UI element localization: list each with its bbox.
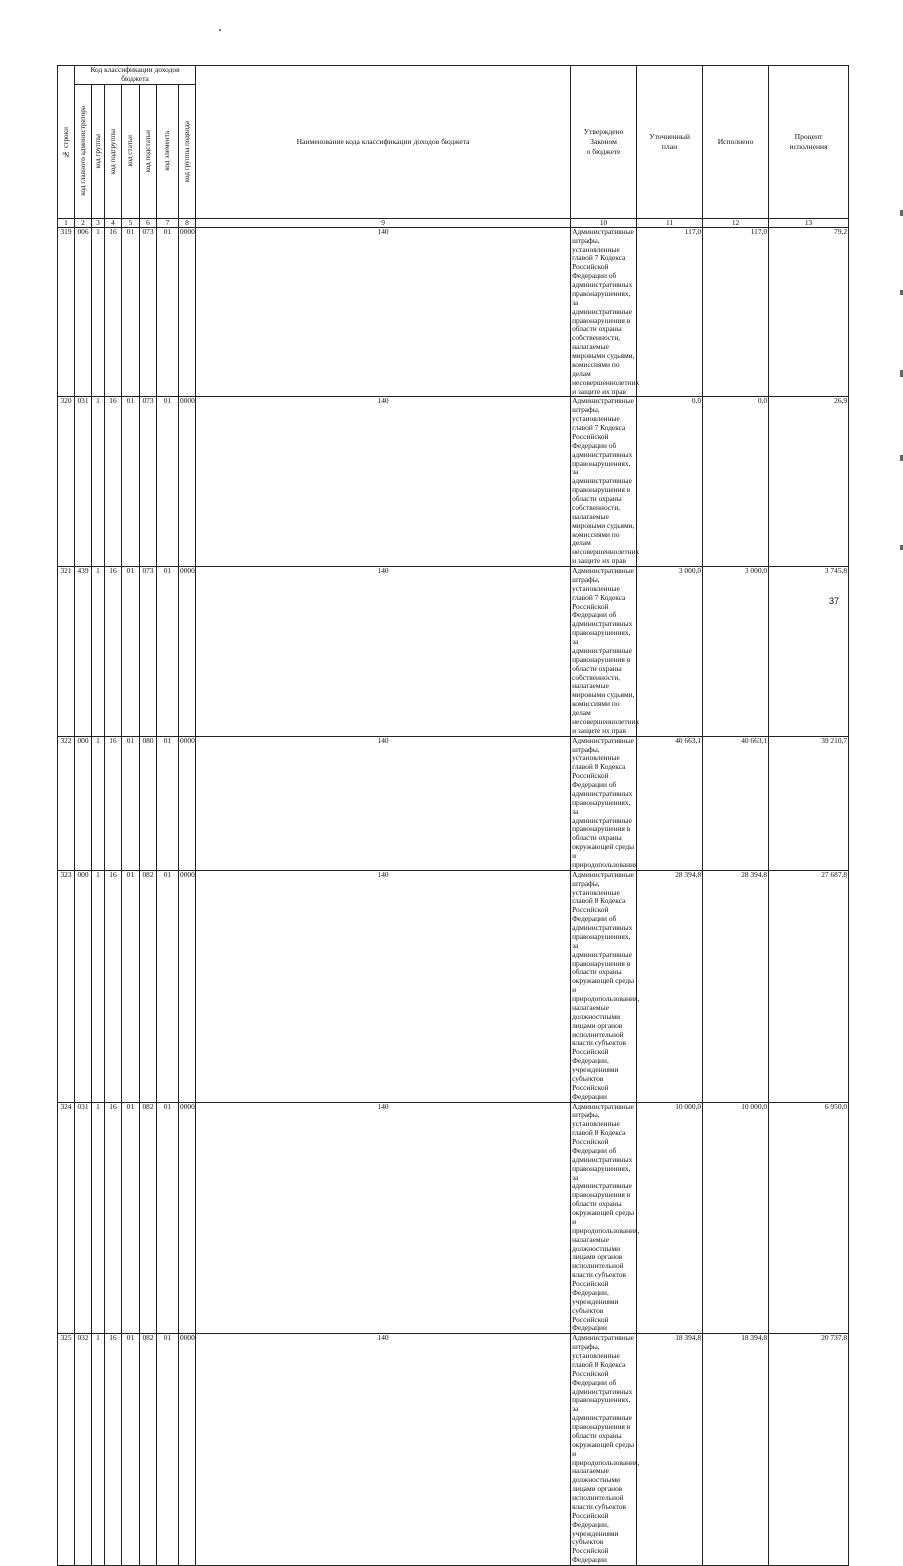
name-cell: Административные штрафы, установленные главой 8 Кодекса Российской Федерации об административных правонарушениях, за административные правонарушения в области охраны окружающей среды и природопользования, налагаемые должностными лицами органов исполнительной власти субъектов Российской Федерации, учреждениями субъектов Российской Федерации xyxy=(572,869,640,1101)
header-executed: Исполнено xyxy=(703,66,769,219)
element-code-cell: 01 xyxy=(157,567,179,737)
subarticle-code-cell: 073 xyxy=(140,397,157,567)
table-row xyxy=(58,736,849,870)
column-number: 12 xyxy=(703,218,769,227)
column-number: 9 xyxy=(196,218,571,227)
column-number: 1 xyxy=(58,218,75,227)
group-code-cell: 1 xyxy=(92,1334,105,1566)
budget-revenue-table xyxy=(57,65,849,1566)
admin-code-cell: 031 xyxy=(75,397,92,567)
approved-cell: 3 000,0 xyxy=(637,567,703,737)
admin-code-cell: 000 xyxy=(75,870,92,1102)
column-number: 4 xyxy=(105,218,122,227)
analytic-group-code-cell: 140 xyxy=(196,1334,571,1566)
executed-cell: 6 950,0 xyxy=(769,1102,849,1334)
column-number: 3 xyxy=(92,218,105,227)
header-classification-group: Код классификации доходов бюджета xyxy=(75,66,196,85)
subarticle-code-cell: 082 xyxy=(140,1334,157,1566)
refined-cell: 10 000,0 xyxy=(703,1102,769,1334)
executed-cell: 20 737,8 xyxy=(769,1334,849,1566)
header-article-code: код статьи xyxy=(122,84,140,218)
subgroup-code-cell: 16 xyxy=(105,397,122,567)
approved-cell: 10 000,0 xyxy=(637,1102,703,1334)
article-code-cell: 01 xyxy=(122,870,140,1102)
subarticle-code-cell: 082 xyxy=(140,870,157,1102)
header-approved: Утверждено Законом о бюджете xyxy=(571,66,637,219)
element-code-cell: 01 xyxy=(157,397,179,567)
subtype-group-code-cell: 0000 xyxy=(179,397,196,567)
column-number: 10 xyxy=(571,218,637,227)
subarticle-code-cell: 080 xyxy=(140,736,157,870)
row-number-cell: 320 xyxy=(58,397,75,567)
name-cell: Административные штрафы, установленные главой 7 Кодекса Российской Федерации об административных правонарушениях, за административные правонарушения в области охраны собственности, налагаемые мировыми судьями, комиссиями по делам несовершеннолетних и защите их прав xyxy=(572,396,640,566)
article-code-cell: 01 xyxy=(122,1334,140,1566)
element-code-cell: 01 xyxy=(157,1102,179,1334)
admin-code-cell: 031 xyxy=(75,1102,92,1334)
subgroup-code-cell: 16 xyxy=(105,1334,122,1566)
subarticle-code-cell: 073 xyxy=(140,227,157,397)
scan-speck xyxy=(219,29,221,31)
row-number-cell: 322 xyxy=(58,736,75,870)
table-row xyxy=(58,397,849,567)
group-code-cell: 1 xyxy=(92,227,105,397)
element-code-cell: 01 xyxy=(157,870,179,1102)
name-cell: Административные штрафы, установленные главой 7 Кодекса Российской Федерации об административных правонарушениях, за административные правонарушения в области охраны собственности, налагаемые мировыми судьями, комиссиями по делам несовершеннолетних и защите их прав xyxy=(572,566,640,735)
admin-code-cell: 000 xyxy=(75,736,92,870)
article-code-cell: 01 xyxy=(122,1102,140,1334)
executed-cell: 3 745,8 xyxy=(769,567,849,737)
approved-cell: 28 394,8 xyxy=(637,870,703,1102)
subtype-group-code-cell: 0000 xyxy=(179,567,196,737)
refined-cell: 18 394,8 xyxy=(703,1334,769,1566)
analytic-group-code-cell: 140 xyxy=(196,736,571,870)
subtype-group-code-cell: 0000 xyxy=(179,736,196,870)
column-number: 11 xyxy=(637,218,703,227)
analytic-group-code-cell: 140 xyxy=(196,1102,571,1334)
subtype-group-code-cell: 0000 xyxy=(179,227,196,397)
row-number-cell: 319 xyxy=(58,227,75,397)
group-code-cell: 1 xyxy=(92,397,105,567)
row-number-cell: 325 xyxy=(58,1334,75,1566)
column-number: 7 xyxy=(157,218,179,227)
analytic-group-code-cell: 140 xyxy=(196,567,571,737)
page-number: 37 xyxy=(829,596,840,606)
column-number: 2 xyxy=(75,218,92,227)
approved-cell: 18 394,8 xyxy=(637,1334,703,1566)
row-number-cell: 321 xyxy=(58,567,75,737)
refined-cell: 0,0 xyxy=(703,397,769,567)
row-number-cell: 323 xyxy=(58,870,75,1102)
element-code-cell: 01 xyxy=(157,227,179,397)
header-refined: Уточненный план xyxy=(637,66,703,219)
header-element-code: код элемента xyxy=(157,84,179,218)
header-group-code: код группы xyxy=(92,84,105,218)
subarticle-code-cell: 073 xyxy=(140,567,157,737)
analytic-group-code-cell: 140 xyxy=(196,227,571,397)
executed-cell: 79,2 xyxy=(769,227,849,397)
name-cell: Административные штрафы, установленные главой 8 Кодекса Российской Федерации об административных правонарушениях, за административные правонарушения в области охраны окружающей среды и природопользования xyxy=(572,735,638,869)
subgroup-code-cell: 16 xyxy=(105,567,122,737)
subgroup-code-cell: 16 xyxy=(105,1102,122,1334)
subtype-group-code-cell: 0000 xyxy=(179,870,196,1102)
column-number: 8 xyxy=(179,218,196,227)
header-subgroup-code: код подгруппы xyxy=(105,84,122,218)
subarticle-code-cell: 082 xyxy=(140,1102,157,1334)
refined-cell: 3 000,0 xyxy=(703,567,769,737)
group-code-cell: 1 xyxy=(92,567,105,737)
article-code-cell: 01 xyxy=(122,397,140,567)
analytic-group-code-cell: 140 xyxy=(196,870,571,1102)
header-percent: Процент исполнения xyxy=(769,66,849,219)
element-code-cell: 01 xyxy=(157,736,179,870)
admin-code-cell: 439 xyxy=(75,567,92,737)
name-cell: Административные штрафы, установленные главой 8 Кодекса Российской Федерации об административных правонарушениях, за административные правонарушения в области охраны окружающей среды и природопользования, налагаемые должностными лицами органов исполнительной власти субъектов Российской Федерации, учреждениями субъектов Российской Федерации xyxy=(572,1101,640,1333)
subtype-group-code-cell: 0000 xyxy=(179,1102,196,1334)
article-code-cell: 01 xyxy=(122,567,140,737)
refined-cell: 117,0 xyxy=(703,227,769,397)
table-row xyxy=(58,1334,849,1566)
column-number: 6 xyxy=(140,218,157,227)
name-cell: Административные штрафы, установленные главой 8 Кодекса Российской Федерации об административных правонарушениях, за административные правонарушения в области охраны окружающей среды и природопользования, налагаемые должностными лицами органов исполнительной власти субъектов Российской Федерации, учреждениями субъектов Российской Федерации xyxy=(572,1333,640,1565)
analytic-group-code-cell: 140 xyxy=(196,397,571,567)
column-number: 5 xyxy=(122,218,140,227)
header-row-number: № строки xyxy=(58,66,75,219)
element-code-cell: 01 xyxy=(157,1334,179,1566)
executed-cell: 26,9 xyxy=(769,397,849,567)
subgroup-code-cell: 16 xyxy=(105,870,122,1102)
column-number: 13 xyxy=(769,218,849,227)
approved-cell: 40 663,1 xyxy=(637,736,703,870)
subgroup-code-cell: 16 xyxy=(105,736,122,870)
header-subtype-group-code: код группы подвида xyxy=(179,84,196,218)
header-subarticle-code: код подстатьи xyxy=(140,84,157,218)
name-cell: Административные штрафы, установленные главой 7 Кодекса Российской Федерации об административных правонарушениях, за административные правонарушения в области охраны собственности, налагаемые мировыми судьями, комиссиями по делам несовершеннолетних и защите их прав xyxy=(572,226,640,396)
table-row xyxy=(58,227,849,397)
executed-cell: 39 210,7 xyxy=(769,736,849,870)
admin-code-cell: 006 xyxy=(75,227,92,397)
row-number-cell: 324 xyxy=(58,1102,75,1334)
group-code-cell: 1 xyxy=(92,1102,105,1334)
table-row xyxy=(58,567,849,737)
refined-cell: 28 394,8 xyxy=(703,870,769,1102)
header-admin-code: код главного администратора xyxy=(75,84,92,218)
approved-cell: 117,0 xyxy=(637,227,703,397)
executed-cell: 27 687,8 xyxy=(769,870,849,1102)
group-code-cell: 1 xyxy=(92,870,105,1102)
subtype-group-code-cell: 0000 xyxy=(179,1334,196,1566)
admin-code-cell: 032 xyxy=(75,1334,92,1566)
group-code-cell: 1 xyxy=(92,736,105,870)
subgroup-code-cell: 16 xyxy=(105,227,122,397)
table-row xyxy=(58,870,849,1102)
article-code-cell: 01 xyxy=(122,736,140,870)
table-row xyxy=(58,1102,849,1334)
header-name: Наименование кода классификации доходов бюджета xyxy=(196,66,571,219)
refined-cell: 40 663,1 xyxy=(703,736,769,870)
approved-cell: 0,0 xyxy=(637,397,703,567)
article-code-cell: 01 xyxy=(122,227,140,397)
column-numbers-row xyxy=(58,218,849,227)
